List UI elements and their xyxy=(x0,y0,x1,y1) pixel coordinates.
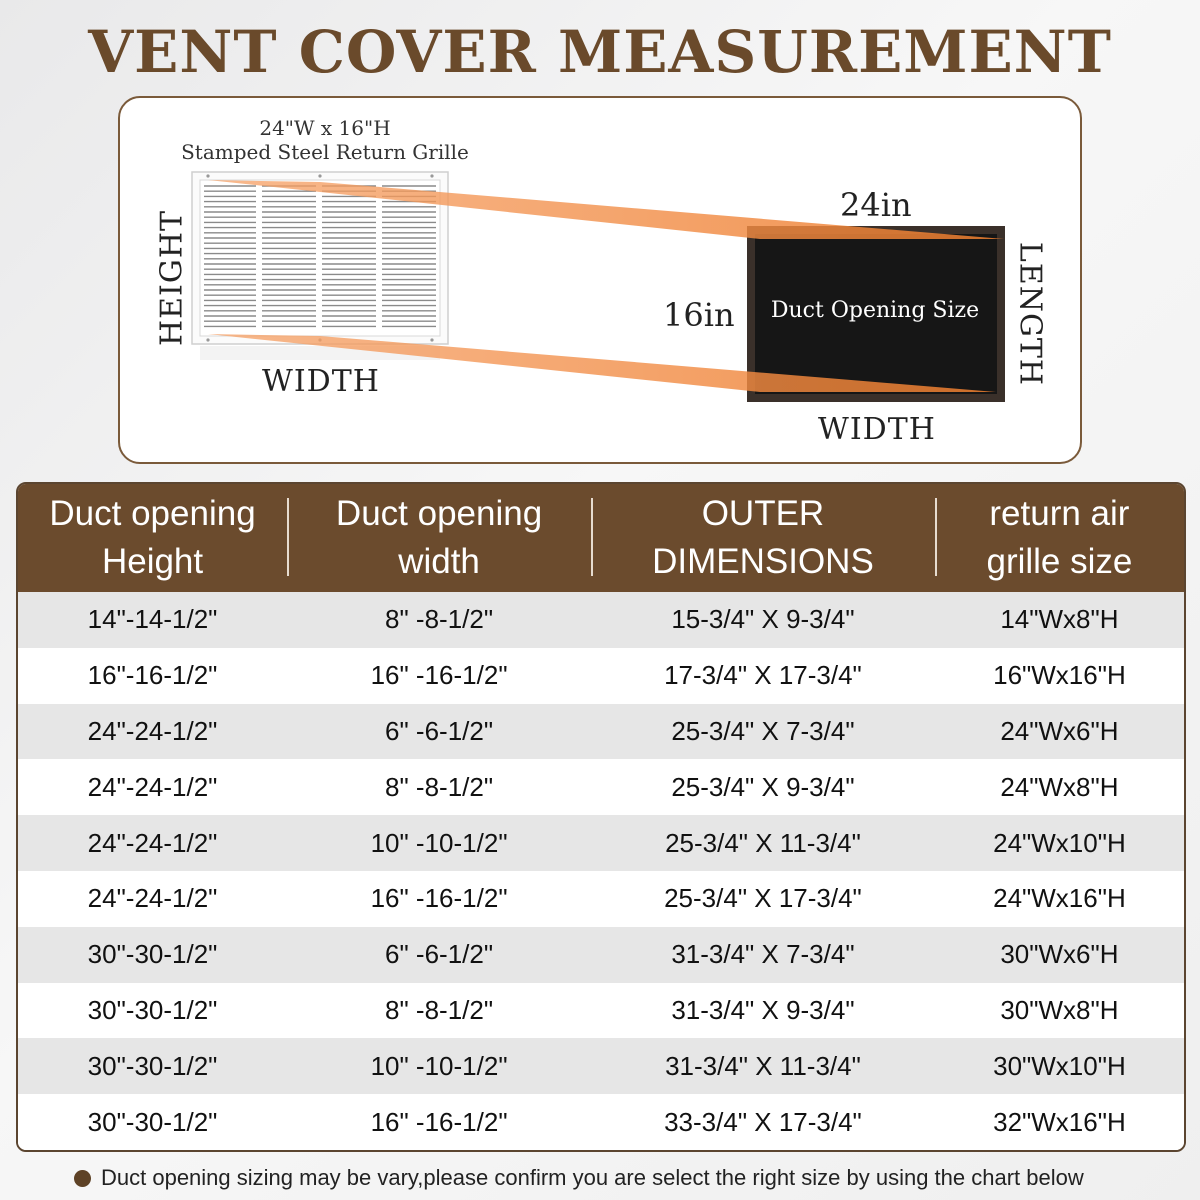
table-row xyxy=(18,1094,1184,1150)
header-text: return air xyxy=(989,494,1130,533)
grille-type-text: Stamped Steel Return Grille xyxy=(181,140,469,164)
cell-duct-width: 8" -8-1/2" xyxy=(385,994,494,1025)
table-row xyxy=(18,871,1184,927)
cell-outer-dimensions: 25-3/4" X 17-3/4" xyxy=(664,883,862,914)
cell-grille-size: 30"Wx6"H xyxy=(1000,939,1119,970)
cell-duct-height: 16"-16-1/2" xyxy=(87,660,218,691)
cell-duct-height: 30"-30-1/2" xyxy=(87,1106,218,1137)
duct-width-label: WIDTH xyxy=(818,412,936,447)
cell-duct-width: 16" -16-1/2" xyxy=(370,883,508,914)
header-text: OUTER xyxy=(701,494,825,533)
header-text: Duct opening xyxy=(335,494,543,533)
cell-grille-size: 24"Wx6"H xyxy=(1000,715,1119,746)
header-grille-size xyxy=(935,484,1184,592)
cell-duct-width: 10" -10-1/2" xyxy=(370,1050,508,1081)
cell-outer-dimensions: 17-3/4" X 17-3/4" xyxy=(664,660,862,691)
cell-outer-dimensions: 25-3/4" X 11-3/4" xyxy=(665,827,861,858)
cell-duct-width: 8" -8-1/2" xyxy=(385,604,494,635)
cell-grille-size: 16"Wx16"H xyxy=(993,660,1126,691)
table-row xyxy=(18,592,1184,648)
cell-grille-size: 24"Wx8"H xyxy=(1000,771,1119,802)
bullet-icon xyxy=(74,1170,91,1187)
cell-outer-dimensions: 31-3/4" X 9-3/4" xyxy=(671,994,855,1025)
footnote xyxy=(74,1165,1084,1191)
table-header xyxy=(18,484,1184,592)
duct-width-dimension: 24in xyxy=(840,186,912,224)
size-chart-table xyxy=(16,482,1186,1152)
cell-grille-size: 24"Wx10"H xyxy=(993,827,1126,858)
table-row xyxy=(18,704,1184,760)
page-title: VENT COVER MEASUREMENT xyxy=(88,18,1112,86)
cell-outer-dimensions: 25-3/4" X 7-3/4" xyxy=(671,715,855,746)
length-label: LENGTH xyxy=(1012,241,1048,387)
cell-outer-dimensions: 31-3/4" X 11-3/4" xyxy=(665,1050,861,1081)
table-row xyxy=(18,815,1184,871)
cell-duct-height: 24"-24-1/2" xyxy=(87,827,218,858)
footnote-text: Duct opening sizing may be vary,please confirm you are select the right size by using the chart below xyxy=(101,1165,1084,1190)
cell-duct-height: 14"-14-1/2" xyxy=(87,604,218,635)
cell-grille-size: 30"Wx10"H xyxy=(993,1050,1126,1081)
cell-grille-size: 24"Wx16"H xyxy=(993,883,1126,914)
header-text: DIMENSIONS xyxy=(652,542,874,581)
cell-outer-dimensions: 15-3/4" X 9-3/4" xyxy=(671,604,855,635)
cell-duct-height: 24"-24-1/2" xyxy=(87,715,218,746)
cell-duct-width: 16" -16-1/2" xyxy=(370,660,508,691)
table-row xyxy=(18,759,1184,815)
cell-outer-dimensions: 25-3/4" X 9-3/4" xyxy=(671,771,855,802)
cell-duct-height: 30"-30-1/2" xyxy=(87,994,218,1025)
cell-grille-size: 30"Wx8"H xyxy=(1000,994,1119,1025)
height-label: HEIGHT xyxy=(154,209,190,347)
header-text: Duct opening xyxy=(49,494,256,533)
header-duct-height xyxy=(18,484,287,592)
table-row xyxy=(18,927,1184,983)
table-body xyxy=(18,592,1184,1150)
grille-width-label: WIDTH xyxy=(262,364,380,399)
cell-duct-height: 24"-24-1/2" xyxy=(87,883,218,914)
cell-duct-height: 30"-30-1/2" xyxy=(87,1050,218,1081)
cell-outer-dimensions: 31-3/4" X 7-3/4" xyxy=(671,939,855,970)
cell-outer-dimensions: 33-3/4" X 17-3/4" xyxy=(664,1106,862,1137)
cell-duct-width: 6" -6-1/2" xyxy=(385,715,494,746)
header-text: grille size xyxy=(986,542,1133,581)
cell-duct-height: 24"-24-1/2" xyxy=(87,771,218,802)
header-duct-width xyxy=(287,484,591,592)
grille-caption xyxy=(160,116,490,164)
cell-duct-width: 10" -10-1/2" xyxy=(370,827,508,858)
cell-duct-width: 16" -16-1/2" xyxy=(370,1106,508,1137)
header-outer-dimensions xyxy=(591,484,935,592)
measurement-diagram xyxy=(118,96,1082,464)
duct-opening-label: Duct Opening Size xyxy=(770,298,980,323)
cell-grille-size: 14"Wx8"H xyxy=(1000,604,1119,635)
table-row xyxy=(18,648,1184,704)
header-text: width xyxy=(398,542,480,581)
cell-grille-size: 32"Wx16"H xyxy=(993,1106,1126,1137)
table-row xyxy=(18,983,1184,1039)
table-row xyxy=(18,1038,1184,1094)
header-text: Height xyxy=(101,542,204,581)
duct-height-dimension: 16in xyxy=(663,296,735,334)
grille-size-text: 24"W x 16"H xyxy=(259,116,391,140)
cell-duct-height: 30"-30-1/2" xyxy=(87,939,218,970)
cell-duct-width: 8" -8-1/2" xyxy=(385,771,494,802)
cell-duct-width: 6" -6-1/2" xyxy=(385,939,494,970)
